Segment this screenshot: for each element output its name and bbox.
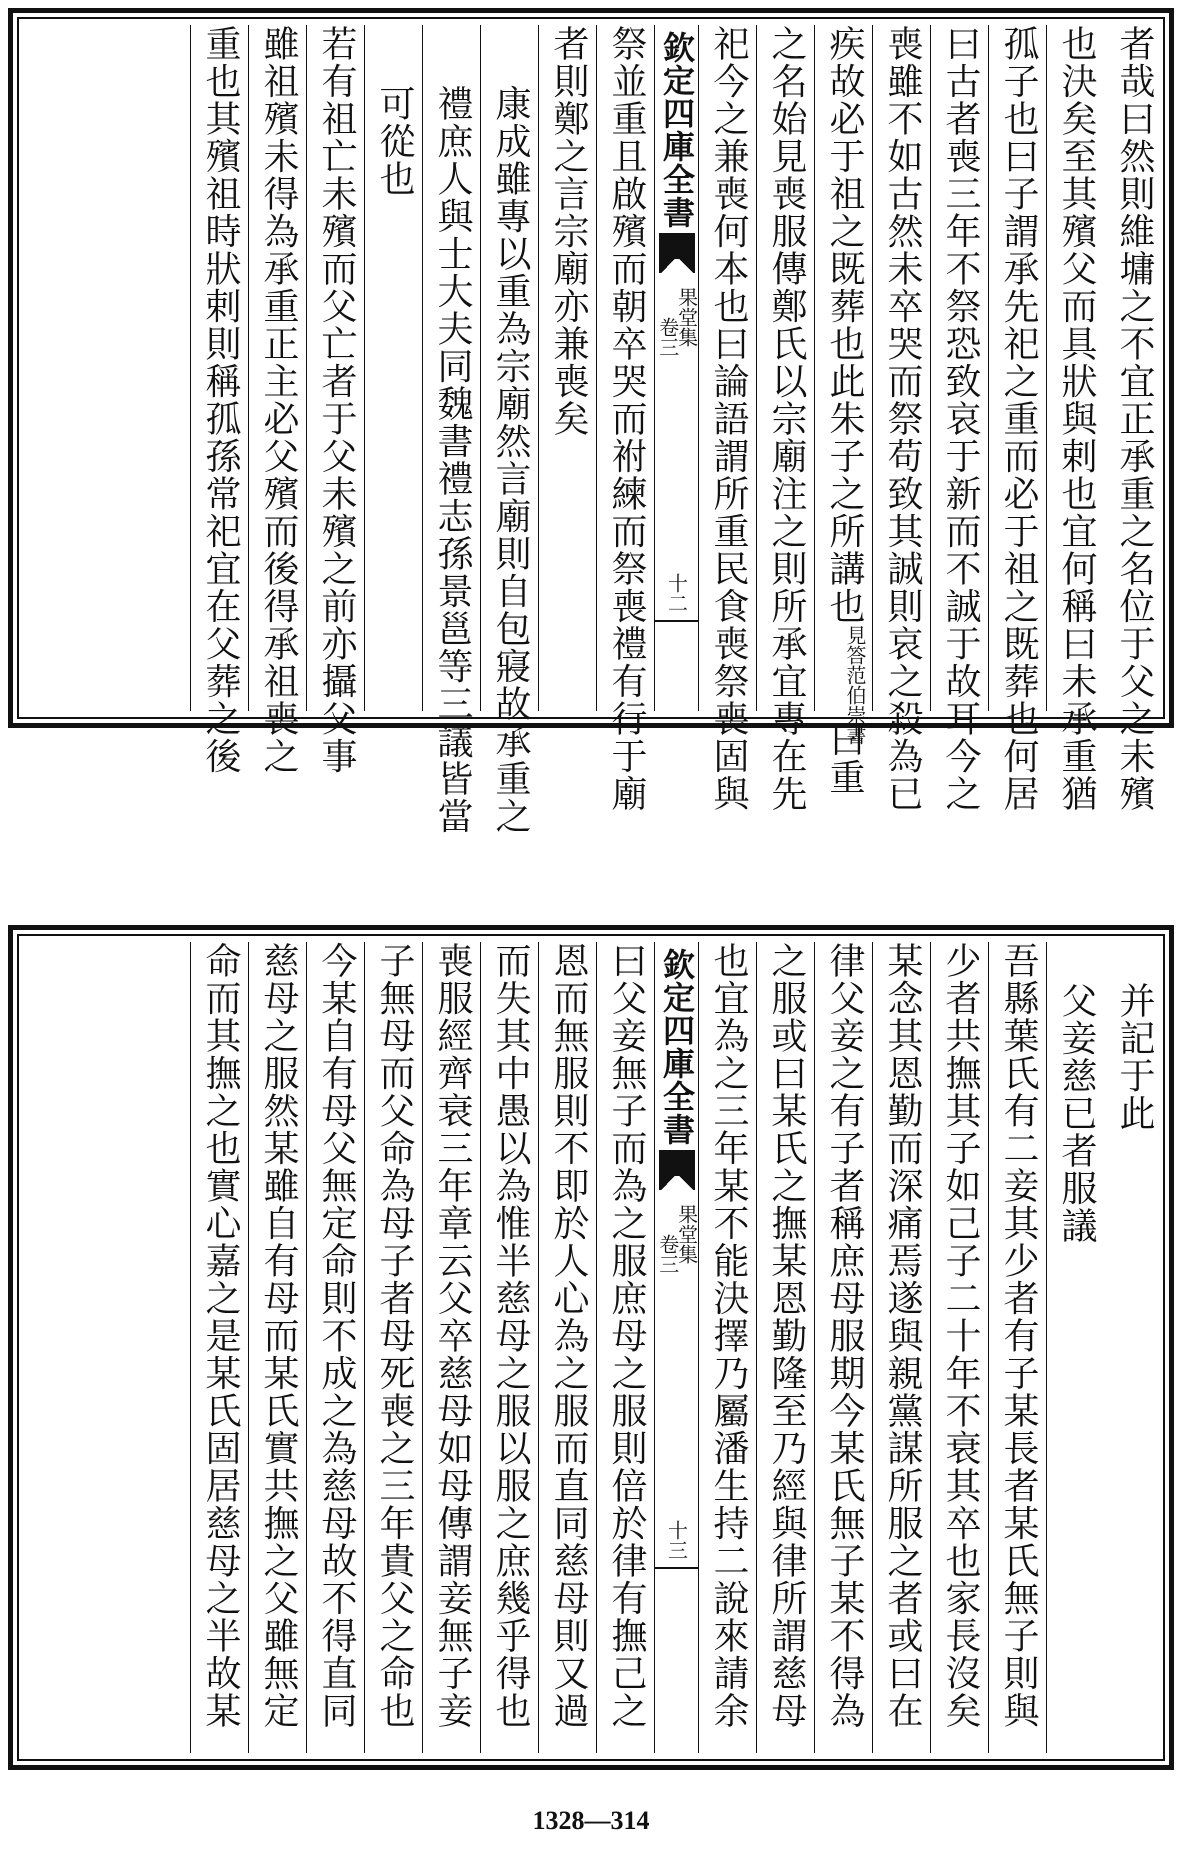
top-col-14-text: 若有祖亡未殯而父亡者于父未殯之前亦攝父事: [316, 25, 357, 775]
bottom-col-10: [538, 942, 597, 1753]
bottom-col-8-text: 也宜為之三年某不能決擇乃屬潘生持二說來請余: [708, 942, 749, 1730]
bottom-col-13: [364, 942, 423, 1753]
bottom-col-12: [422, 942, 481, 1753]
bottom-col-14-text: 今某自有母父無定命則不成之為慈母故不得直同: [316, 942, 357, 1730]
bottom-col-2-text: 父妾慈已者服議: [1056, 982, 1097, 1245]
top-col-5: [872, 25, 931, 813]
bottom-col-5-text: 某念其恩勤而深痛焉遂與親黨謀所服之者或曰在: [882, 942, 923, 1730]
bottom-col-1: [1105, 942, 1163, 1753]
top-col-7: [756, 25, 815, 813]
top-banner-book: 果堂集: [674, 287, 699, 347]
bottom-col-15: [248, 942, 307, 1753]
top-col-4: [930, 25, 989, 813]
bottom-col-7: [756, 942, 815, 1753]
top-col-12: [422, 25, 481, 835]
bottom-col-16: [190, 942, 249, 1753]
bottom-col-13-text: 子無母而父命為母子者母死喪之三年貴父之命也: [374, 942, 415, 1730]
bottom-page-inner-frame: [17, 934, 1165, 1761]
top-col-5-text: 喪雖不如古然未卒哭而祭苟致其誠則哀之殺為已: [882, 25, 923, 813]
bottom-col-3-text: 吾縣葉氏有二妾其少者有子某長者某氏無子則與: [998, 942, 1039, 1730]
top-col-13: [364, 25, 423, 711]
top-col-3-text: 孤子也曰子謂承先祀之重而必于祖之既葬也何居: [998, 25, 1039, 813]
bottom-col-8: [698, 942, 757, 1753]
top-col-15-text: 雖祖殯未得為承重正主必父殯而後得承祖喪之: [258, 25, 299, 775]
top-col-13-text: 可從也: [374, 85, 415, 198]
bottom-col-6-text: 律父妾之有子者稱庶母服期今某氏無子某不得為: [824, 942, 865, 1730]
top-col-6-note: 見答范伯崇書: [843, 625, 867, 745]
bottom-banner-volume: 卷三: [655, 1234, 680, 1274]
top-col-6: [814, 25, 873, 796]
top-col-4-text: 曰古者喪三年不祭恐致哀于新而不誠于故耳今之: [940, 25, 981, 813]
bottom-col-11-text: 而失其中愚以為惟半慈母之服以服之庶幾乎得也: [490, 942, 531, 1730]
bottom-page-frame: [8, 925, 1174, 1770]
top-banner-page-number: 十二: [664, 573, 689, 613]
bottom-banner-column: [654, 942, 699, 1753]
bottom-col-14: [306, 942, 365, 1753]
top-col-2: [1046, 25, 1105, 813]
bottom-col-5: [872, 942, 931, 1753]
top-col-10: [538, 25, 597, 711]
top-col-16: [190, 25, 249, 775]
top-col-2-text: 也決矣至其殯父而具狀與剌也宜何稱曰未承重猶: [1056, 25, 1097, 813]
top-col-1: [1105, 25, 1163, 813]
page-footer-number: 1328—314: [532, 1806, 650, 1835]
top-banner-column: [654, 25, 699, 711]
bottom-col-4-text: 少者共撫其子如己子二十年不衰其卒也家長沒矣: [940, 942, 981, 1730]
top-banner-volume: 卷三: [655, 317, 680, 357]
top-col-11-text: 康成雖專以重為宗廟然言廟則自包寢故承重之: [490, 85, 531, 835]
top-col-8-text: 祀今之兼喪何本也曰論語謂所重民食喪祭喪固與: [708, 25, 749, 813]
bottom-col-9: [596, 942, 655, 1753]
top-col-16-text: 重也其殯祖時狀剌則稱孤孫常祀宜在父葬之後: [200, 25, 241, 775]
bottom-banner-title: 欽定四庫全書: [658, 948, 696, 1146]
bottom-banner-page-number: 十三: [664, 1520, 689, 1560]
top-col-9-text: 祭並重且啟殯而朝卒哭而祔練而祭喪禮有行于廟: [606, 25, 647, 813]
top-col-6-text: 疾故必于祖之既葬也此朱子之所講也: [824, 25, 865, 625]
top-banner-divider: [655, 620, 699, 622]
bottom-col-3: [988, 942, 1047, 1753]
top-col-12-text: 禮庶人與士大夫同魏書禮志孫景邕等三議皆當: [432, 85, 473, 835]
bottom-col-16-text: 命而其撫之也實心嘉之是某氏固居慈母之半故某: [200, 942, 241, 1730]
top-banner-title: 欽定四庫全書: [658, 31, 696, 229]
top-col-1-text: 者哉曰然則維墉之不宜正承重之名位于父之未殯: [1114, 25, 1155, 813]
top-page-inner-frame: [17, 17, 1165, 835]
bottom-col-7-text: 之服或曰某氏之撫某恩勤隆至乃經與律所謂慈母: [766, 942, 807, 1730]
bottom-col-15-text: 慈母之服然某雖自有母而某氏實共撫之父雖無定: [258, 942, 299, 1730]
bottom-col-11: [480, 942, 539, 1753]
top-col-8: [698, 25, 757, 813]
top-page-frame: [8, 8, 1174, 835]
bottom-banner-divider: [655, 1567, 699, 1569]
top-fish-tail-mark: [659, 233, 695, 259]
bottom-col-2: [1046, 942, 1105, 1753]
bottom-fish-tail-mark: [659, 1150, 695, 1176]
bottom-col-9-text: 曰父妾無子而為之服庶母之服則倍於律有撫己之: [606, 942, 647, 1730]
top-col-9: [596, 25, 655, 813]
top-col-10-text: 者則鄭之言宗廟亦兼喪矣: [548, 25, 589, 438]
top-col-11: [480, 25, 539, 835]
top-col-15: [248, 25, 307, 775]
top-col-3: [988, 25, 1047, 813]
top-col-6-after: 曰重: [824, 721, 865, 796]
bottom-col-4: [930, 942, 989, 1753]
bottom-col-1-text: 并記于此: [1114, 982, 1155, 1132]
bottom-col-12-text: 喪服經齊衰三年章云父卒慈母如母傳謂妾無子妾: [432, 942, 473, 1730]
top-col-7-text: 之名始見喪服傳鄭氏以宗廟注之則所承宜專在先: [766, 25, 807, 813]
bottom-col-6: [814, 942, 873, 1753]
bottom-col-10-text: 恩而無服則不即於人心為之服而直同慈母則又過: [548, 942, 589, 1730]
top-col-14: [306, 25, 365, 775]
bottom-banner-book: 果堂集: [674, 1204, 699, 1264]
